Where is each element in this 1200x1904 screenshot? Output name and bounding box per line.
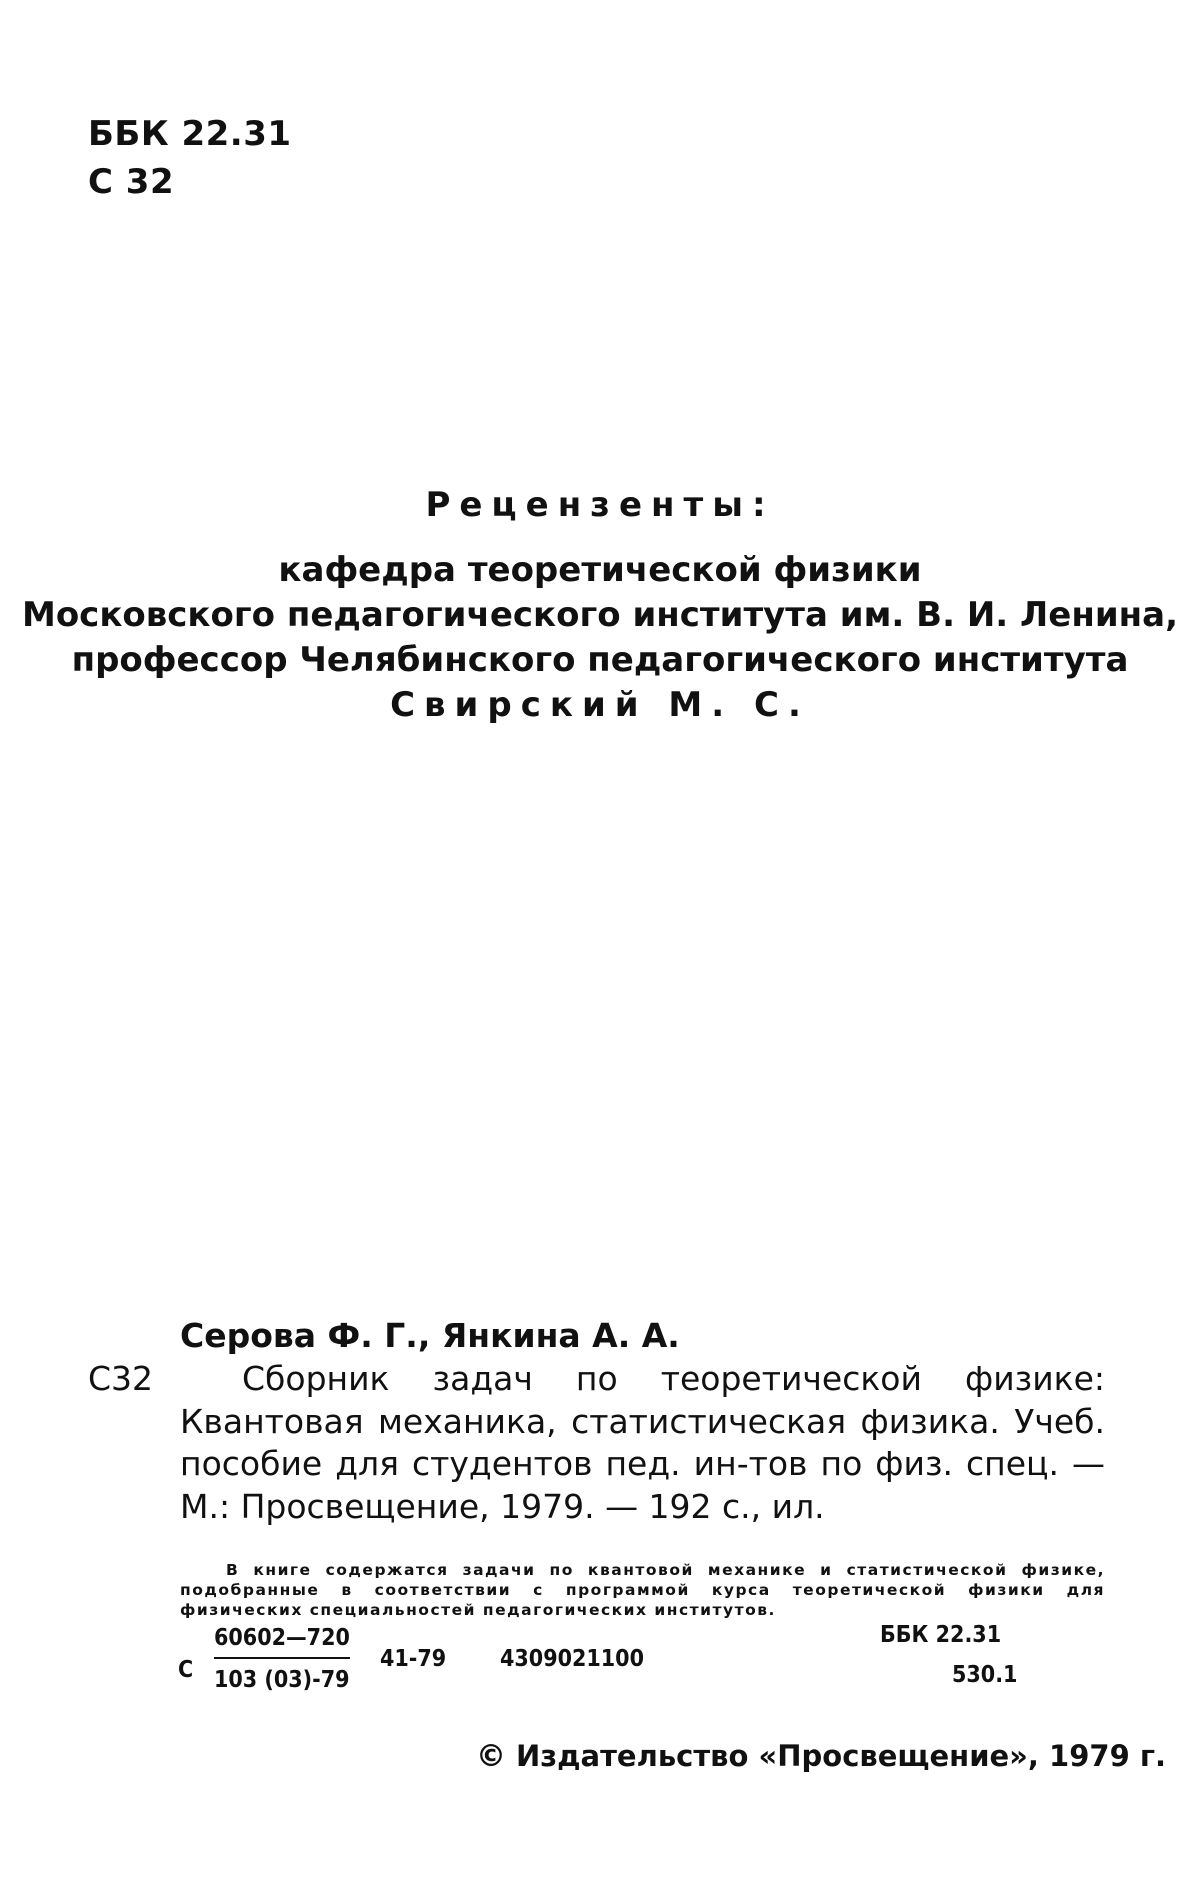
reviewers-list bbox=[0, 548, 1200, 728]
imprint-order: 41-79 bbox=[380, 1646, 447, 1672]
imprint-bbk: ББК 22.31 bbox=[880, 1622, 1002, 1648]
reviewer-line: профессор Челябинского педагогического института bbox=[71, 640, 1129, 680]
catalog-annotation: В книге содержатся задачи по квантовой механике и статистической физике, подобранные в соответствии с программой курса теоретической физики для физических специальностей педагогических институтов. bbox=[180, 1561, 1105, 1619]
imprint-denominator: 103 (03)-79 bbox=[214, 1667, 350, 1693]
catalog-authors: Серова Ф. Г., Янкина А. А. bbox=[180, 1316, 680, 1355]
reviewer-name: Свирский М. С. bbox=[390, 685, 810, 725]
reviewer-line: кафедра теоретической физики bbox=[278, 550, 922, 590]
catalog-code: С32 bbox=[88, 1359, 154, 1398]
imprint-fraction bbox=[214, 1623, 350, 1695]
reviewer-line: Московского педагогического института им. В. И. Ленина, bbox=[21, 595, 1179, 635]
copyright-icon: © bbox=[476, 1739, 506, 1774]
imprint-udc: 530.1 bbox=[952, 1662, 1018, 1688]
copyright-line bbox=[476, 1736, 1166, 1777]
bbk-index: ББК 22.31 bbox=[88, 114, 292, 154]
author-code: С 32 bbox=[88, 162, 175, 202]
catalog-description: Сборник задач по теоретической физике: Квантовая механика, статистическая физика. Учеб. пособие для студентов пед. ин-тов по физ. спец. — М.: Просвещение, 1979. — 192 с., ил. bbox=[180, 1359, 1105, 1526]
copyright-text: Издательство «Просвещение», 1979 г. bbox=[516, 1739, 1167, 1773]
imprint-letter: С bbox=[178, 1657, 194, 1683]
imprint-numerator: 60602—720 bbox=[214, 1623, 350, 1659]
reviewers-heading: Рецензенты: bbox=[425, 485, 775, 525]
imprint-serial: 4309021100 bbox=[500, 1646, 644, 1672]
